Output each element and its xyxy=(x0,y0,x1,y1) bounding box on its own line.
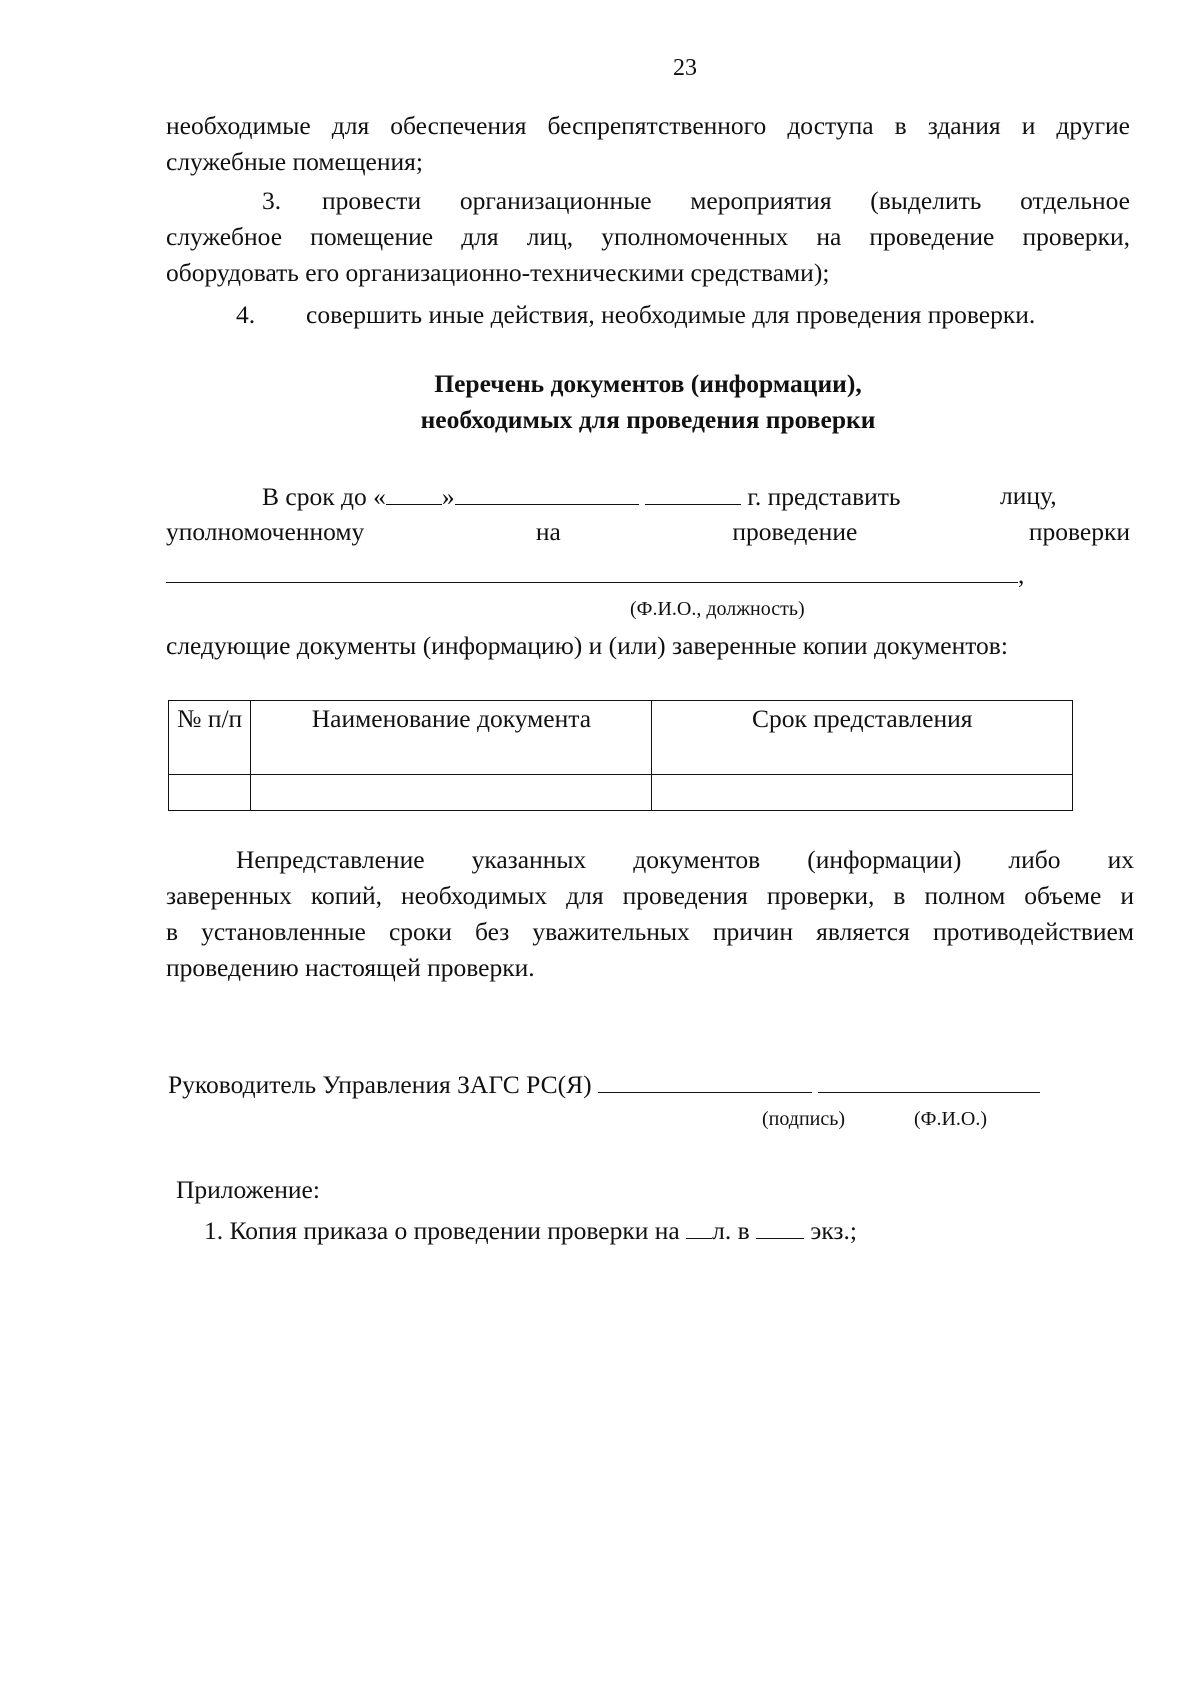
section-heading-line: Перечень документов (информации), xyxy=(434,369,862,398)
quote-close: » xyxy=(441,482,455,511)
year-blank[interactable] xyxy=(645,478,741,505)
table-row xyxy=(169,775,1073,811)
documents-intro: следующие документы (информацию) и (или) заверенные копии документов: xyxy=(166,631,1008,660)
signature-blank[interactable] xyxy=(598,1066,812,1093)
list-item-3 xyxy=(262,183,1130,220)
paragraph-line: необходимые для обеспечения беспрепятственного доступа в здания и другие xyxy=(166,111,1130,140)
person-line xyxy=(166,556,1024,593)
paragraph-line: заверенных копий, необходимых для проведения проверки, в полном объеме и xyxy=(166,881,1134,910)
name-blank[interactable] xyxy=(818,1066,1040,1093)
signature-caption: (подпись) xyxy=(762,1108,846,1130)
day-blank[interactable] xyxy=(386,478,442,505)
comma: , xyxy=(1018,560,1025,589)
list-number: 3. xyxy=(262,186,282,215)
deadline-line xyxy=(262,478,901,515)
table-cell[interactable] xyxy=(169,775,251,811)
paragraph-line: в установленные сроки без уважительных причин является противодействием xyxy=(166,917,1134,946)
paragraph-line: Непредставление указанных документов (информации) либо их xyxy=(236,845,1134,874)
person-caption: (Ф.И.О., должность) xyxy=(630,598,805,620)
signature-line xyxy=(168,1066,1040,1103)
copies-blank[interactable] xyxy=(756,1212,804,1239)
appendix-item-text: 1. Копия приказа о проведении проверки на xyxy=(204,1216,680,1245)
appendix-item-mid: л. в xyxy=(712,1216,750,1245)
header-document-name: Наименование документа xyxy=(251,701,652,775)
list-number: 4. xyxy=(236,300,256,329)
name-caption: (Ф.И.О.) xyxy=(914,1108,988,1130)
table-header-row xyxy=(169,701,1073,775)
list-text: провести организационные мероприятия (выделить отдельное xyxy=(322,186,1130,215)
person-blank[interactable] xyxy=(166,556,1018,583)
paragraph-line: служебное помещение для лиц, уполномоченных на проведение проверки, xyxy=(166,222,1130,251)
deadline-line-2: уполномоченному на проведение проверки xyxy=(166,517,1130,546)
word-person: лицу, xyxy=(1000,481,1057,510)
header-number: № п/п xyxy=(169,701,251,775)
sheets-blank[interactable] xyxy=(686,1212,712,1239)
table-cell[interactable] xyxy=(652,775,1073,811)
list-text: совершить иные действия, необходимые для проведения проверки. xyxy=(306,300,1036,329)
list-item-4 xyxy=(236,297,1035,333)
documents-table xyxy=(168,700,1073,811)
header-deadline: Срок представления xyxy=(652,701,1073,775)
table-cell[interactable] xyxy=(251,775,652,811)
paragraph-line: оборудовать его организационно-техническими средствами); xyxy=(166,258,830,287)
signature-label: Руководитель Управления ЗАГС РС(Я) xyxy=(168,1070,592,1099)
appendix-title: Приложение: xyxy=(176,1175,320,1204)
deadline-prefix: В срок до « xyxy=(262,482,386,511)
paragraph-line: проведению настоящей проверки. xyxy=(166,953,535,982)
paragraph-line: служебные помещения; xyxy=(166,147,423,176)
month-blank[interactable] xyxy=(455,478,639,505)
appendix-item-1 xyxy=(204,1212,857,1249)
deadline-suffix: г. представить xyxy=(747,482,901,511)
appendix-item-suffix: экз.; xyxy=(810,1216,857,1245)
page-number: 23 xyxy=(673,55,697,81)
section-heading-line: необходимых для проведения проверки xyxy=(420,405,876,434)
